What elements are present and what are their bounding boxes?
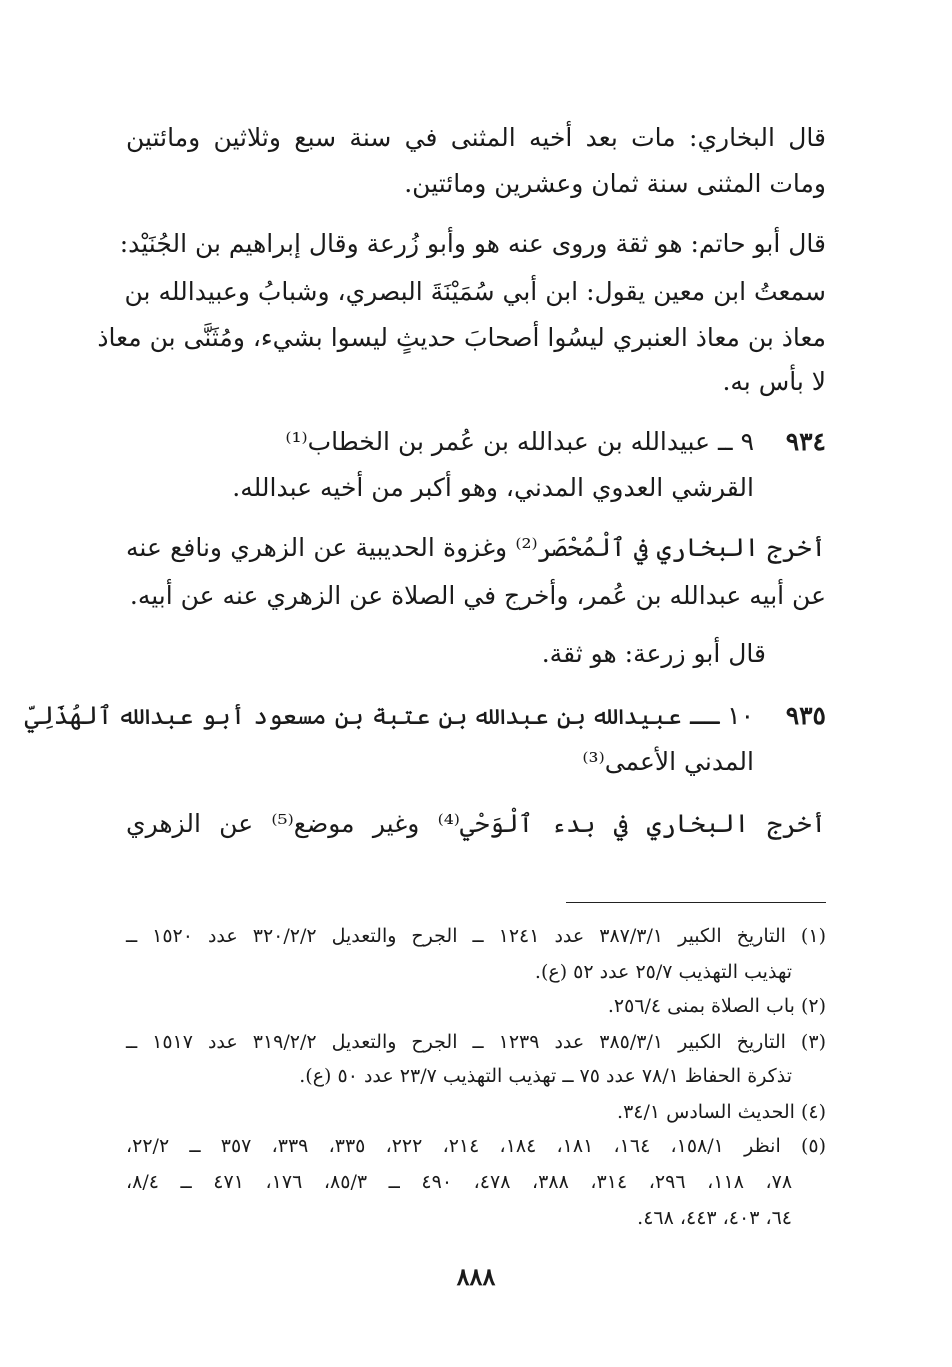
footnote-3-line-2: تذكرة الحفاظ ٧٨/١ عدد ٧٥ ــ تهذيب التهذيب ٢٣/٧ عدد ٥٠ (ع).: [299, 1065, 792, 1087]
paragraph-2-line-3: معاذ بن معاذ العنبري ليسُوا أصحابَ حديثٍ ليسوا بشيء، ومُثَنَّى بن معاذ: [97, 323, 826, 352]
footnote-2: (٢) باب الصلاة بمنى ٢٥٦/٤.: [607, 995, 826, 1017]
entry-935-title: ١٠ ــ عبيدالله بن عبدالله بن عتبة بن مسعود أبو عبدالله ٱلهُذَلِيّ: [24, 701, 754, 730]
footnote-separator: [566, 902, 826, 903]
paragraph-3-line-2: عن أبيه عبدالله بن عُمر، وأخرج في الصلاة عن الزهري عنه عن أبيه.: [129, 581, 826, 610]
paragraph-2-line-2: سمعتُ ابن معين يقول: ابن أبي سُمَيْنَةَ البصري، وشبابُ وعبيدالله بن: [124, 277, 826, 306]
paragraph-3-line-1: أخرج البخاري في ٱلْمُحْصَر⁽²⁾ وغزوة الحديبية عن الزهري ونافع عنه: [126, 533, 826, 562]
paragraph-2-line-4: لا بأس به.: [722, 367, 826, 396]
footnote-1-line-1: (١) التاريخ الكبير ٣٨٧/٣/١ عدد ١٢٤١ ــ الجرح والتعديل ٣٢٠/٢/٢ عدد ١٥٢٠ ــ: [126, 925, 826, 947]
paragraph-4: قال أبو زرعة: هو ثقة.: [541, 639, 766, 668]
footnote-1-line-2: تهذيب التهذيب ٢٥/٧ عدد ٥٢ (ع).: [534, 961, 792, 983]
paragraph-5-line-1: أخرج البخاري في بدء ٱلْوَحْي⁽⁴⁾ وغير موضع⁽⁵⁾ عن الزهري: [126, 809, 826, 838]
entry-number-935: ٩٣٥: [785, 701, 826, 730]
page-number: ٨٨٨: [456, 1262, 496, 1291]
paragraph-2-line-1: قال أبو حاتم: هو ثقة وروى عنه هو وأبو زُرعة وقال إبراهيم بن الجُنَيْد:: [119, 229, 826, 258]
entry-934-title: ٩ ــ عبيدالله بن عبدالله بن عُمر بن الخطاب⁽¹⁾: [285, 427, 754, 456]
footnote-4: (٤) الحديث السادس ٣٤/١.: [617, 1101, 826, 1123]
entry-935-line-2: المدني الأعمى⁽³⁾: [582, 747, 754, 776]
footnote-5-line-1: (٥) انظر ١٥٨/١، ١٦٤، ١٨١، ١٨٤، ٢١٤، ٢٢٢، ٣٣٥، ٣٣٩، ٣٥٧ ــ ٢٢/٢،: [126, 1135, 827, 1157]
footnote-3-line-1: (٣) التاريخ الكبير ٣٨٥/٣/١ عدد ١٢٣٩ ــ الجرح والتعديل ٣١٩/٢/٢ عدد ١٥١٧ ــ: [126, 1031, 826, 1053]
paragraph-1-line-1: قال البخاري: مات بعد أخيه المثنى في سنة سبع وثلاثين ومائتين: [126, 123, 826, 152]
entry-number-934: ٩٣٤: [785, 427, 826, 456]
footnote-5-line-3: ٦٤، ٤٠٣، ٤٤٣، ٤٦٨.: [637, 1207, 792, 1229]
entry-934-line-2: القرشي العدوي المدني، وهو أكبر من أخيه عبدالله.: [232, 473, 754, 502]
paragraph-1-line-2: ومات المثنى سنة ثمان وعشرين ومائتين.: [404, 169, 826, 198]
footnote-5-line-2: ٧٨، ١١٨، ٢٩٦، ٣١٤، ٣٨٨، ٤٧٨، ٤٩٠ ــ ٨٥/٣، ١٧٦، ٤٧١ ــ ٨/٤،: [126, 1171, 793, 1193]
